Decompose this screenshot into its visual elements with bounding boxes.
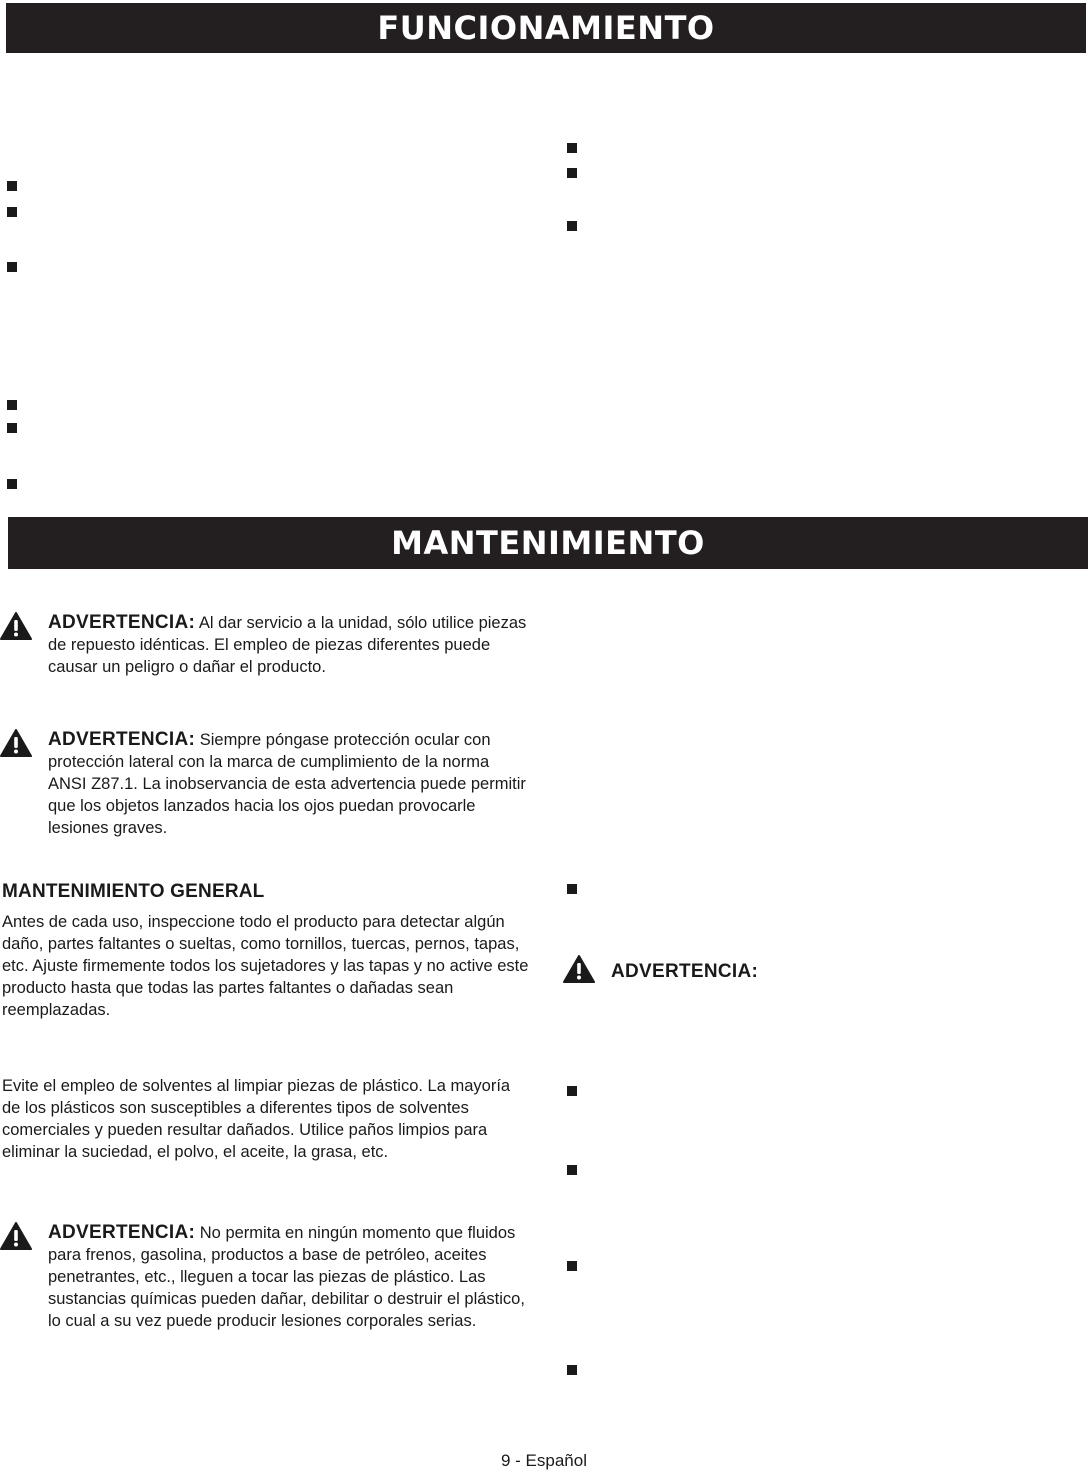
warning-block	[0, 1222, 540, 1367]
square-bullet-icon	[7, 181, 17, 191]
square-bullet-icon	[567, 143, 577, 153]
square-bullet-icon	[567, 1165, 577, 1175]
paragraph-solvents: Evite el empleo de solventes al limpiar piezas de plástico. La mayoría de los plásticos son susceptibles a diferentes tipos de solventes comerciales y pueden resultar dañados. Utilice paños limpios para eliminar la suciedad, el polvo, el aceite, la grasa, etc.	[2, 1077, 511, 1161]
warning-body: Al dar servicio a la unidad, sólo utilice piezas de repuesto idénticas. El empleo de piezas diferentes puede causar un peligro o dañar el producto.	[48, 614, 527, 676]
warning-block	[0, 729, 540, 849]
warning-body: Siempre póngase protección ocular con protección lateral con la marca de cumplimiento de la norma ANSI Z87.1. La inobservancia de esta advertencia puede permitir que los objetos lanzados hacia los ojos puedan provocarle lesiones graves.	[48, 731, 526, 837]
warning-text	[48, 1222, 528, 1332]
warning-body: No permita en ningún momento que fluidos para frenos, gasolina, productos a base de petróleo, aceites penetrantes, etc., lleguen a tocar las piezas de plástico. Las sustancias químicas pueden dañar, debilitar o destruir el plástico, lo cual a su vez puede producir lesiones corporales serias.	[48, 1224, 525, 1330]
warning-block	[0, 612, 540, 712]
square-bullet-icon	[567, 1365, 577, 1375]
square-bullet-icon	[7, 423, 17, 433]
paragraph-inspection: Antes de cada uso, inspeccione todo el producto para detectar algún daño, partes faltantes o sueltas, como tornillos, tuercas, pernos, tapas, etc. Ajuste firmemente todos los sujetadores y las tapas y no active este producto hasta que todas las partes faltantes o dañadas sean reemplazadas.	[2, 913, 529, 1019]
square-bullet-icon	[567, 1086, 577, 1096]
subsection-heading: MANTENIMIENTO GENERAL	[2, 881, 265, 902]
warning-label: ADVERTENCIA:	[48, 729, 196, 750]
warning-label: ADVERTENCIA:	[611, 961, 759, 982]
warning-triangle-icon	[0, 1222, 32, 1250]
square-bullet-icon	[567, 884, 577, 894]
square-bullet-icon	[567, 221, 577, 231]
square-bullet-icon	[7, 479, 17, 489]
section-title: FUNCIONAMIENTO	[377, 9, 715, 47]
square-bullet-icon	[7, 262, 17, 272]
warning-triangle-icon	[563, 955, 595, 983]
section-title: MANTENIMIENTO	[391, 524, 705, 562]
section-banner-mantenimiento	[8, 517, 1088, 569]
square-bullet-icon	[7, 207, 17, 217]
square-bullet-icon	[567, 168, 577, 178]
section-banner-funcionamiento	[6, 3, 1086, 53]
warning-text	[611, 961, 871, 983]
square-bullet-icon	[7, 400, 17, 410]
warning-text	[48, 612, 528, 678]
warning-label: ADVERTENCIA:	[48, 612, 196, 633]
warning-label: ADVERTENCIA:	[48, 1222, 196, 1243]
page-number: 9 - Español	[501, 1451, 587, 1470]
warning-block	[563, 955, 883, 989]
warning-triangle-icon	[0, 612, 32, 640]
square-bullet-icon	[567, 1261, 577, 1271]
warning-triangle-icon	[0, 729, 32, 757]
warning-text	[48, 729, 528, 839]
